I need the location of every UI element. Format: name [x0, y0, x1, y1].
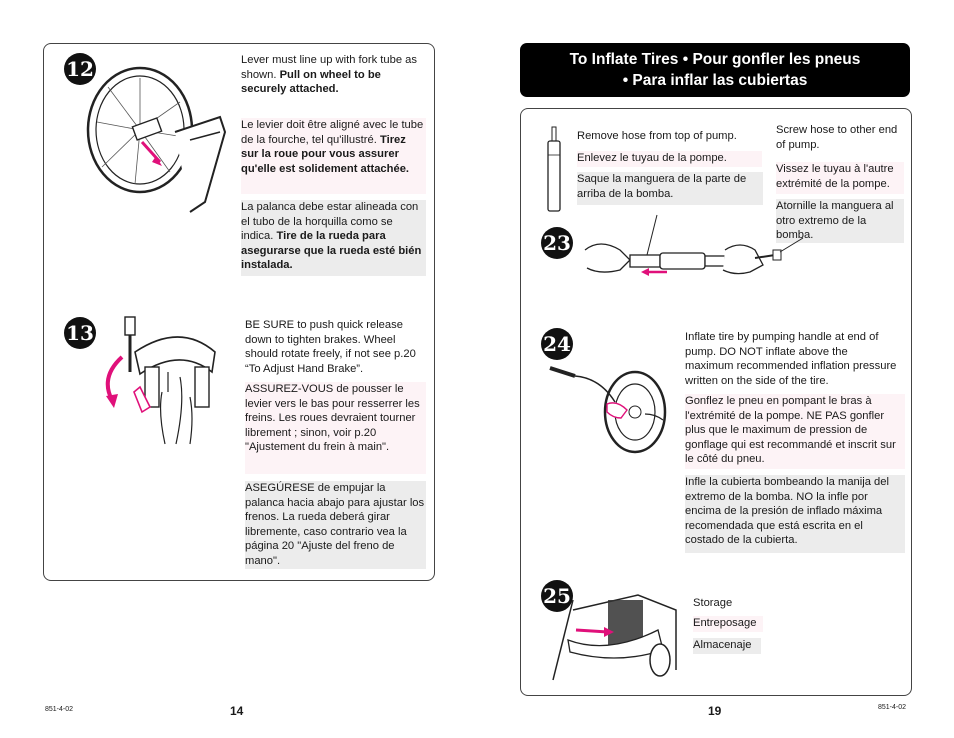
step-12-french [241, 118, 426, 194]
left-page-number: 14 [230, 704, 244, 718]
step-23-remove-english: Remove hose from top of pump. [577, 130, 737, 142]
step-12-french-bold: Tirez sur la roue pour vous assurer qu'elle est solidement attachée. [241, 133, 410, 175]
step-13-badge: 13 [64, 317, 96, 349]
step-13-english: BE SURE to push quick release down to tighten brakes. Wheel should rotate freely, if not see p.20 “To Adjust Hand Brake”. [245, 319, 416, 375]
right-footer-code: 851-4-02 [878, 704, 907, 711]
hand-brake-illustration [100, 312, 230, 452]
step-23-screw-spanish: Atornille la manguera al otro extremo de la bomba. [776, 199, 904, 243]
storage-basket-illustration [548, 590, 678, 685]
step-23-remove-spanish: Saque la manguera de la parte de arriba de la bomba. [577, 172, 763, 205]
step-25-badge: 25 [541, 580, 573, 612]
step-13-spanish: ASEGÚRESE de empujar la palanca hacia abajo para ajustar los frenos. La rueda deberá girar libremente, caso contrario vea la página 20 "Ajuste del freno de mano". [245, 481, 426, 569]
step-24-badge: 24 [541, 328, 573, 360]
step-12-spanish-bold: Tire de la rueda para asegurarse que la rueda esté bién instalada. [241, 230, 422, 272]
step-23-badge: 23 [541, 227, 573, 259]
step-23-screw-french: Vissez le tuyau à l'autre extrémité de la pompe. [776, 162, 904, 194]
right-page-number: 19 [708, 704, 722, 718]
step-24-spanish: Infle la cubierta bombeando la manija del extremo de la bomba. NO la infle por encima de la presión de inflado máxima recomendada que está escrita en el costado de la cubierta. [685, 475, 905, 553]
pump-illustration [540, 125, 570, 215]
section-header-line-2: • Para inflar las cubiertas [622, 72, 808, 89]
hose-illustration [575, 210, 805, 285]
step-12-english [241, 53, 423, 97]
section-header [520, 43, 910, 97]
step-23-remove-french: Enlevez le tuyau de la pompe. [577, 151, 762, 167]
step-12-french-text: Le levier doit être aligné avec le tube de la fourche, tel qu'illustré. [241, 119, 424, 146]
step-13-french: ASSUREZ-VOUS de pousser le levier vers le bas pour resserrer les freins. Les roues devraient tourner librement ; sinon, voir p.20 "Ajustement du frein à main". [245, 382, 426, 474]
step-12-spanish [241, 200, 426, 276]
tire-inflation-illustration [545, 362, 670, 462]
step-23-screw-english: Screw hose to other end of pump. [776, 124, 898, 151]
step-12-english-text: Lever must line up with fork tube as shown. [241, 54, 417, 81]
step-24-french: Gonflez le pneu en pompant le bras à l'extrémité de la pompe. NE PAS gonfler plus que le maximum de pression de gonflage qui est recommandé et inscrit sur le côté du pneu. [685, 394, 905, 469]
wheel-fork-illustration [80, 62, 230, 212]
step-24-english: Inflate tire by pumping handle at end of pump. DO NOT inflate above the maximum recommended inflation pressure written on the side of the tire. [685, 331, 897, 387]
step-25-english: Storage [693, 597, 733, 609]
step-12-badge: 12 [64, 53, 96, 85]
left-footer-code: 851-4-02 [45, 706, 74, 713]
step-25-french: Entreposage [693, 616, 763, 632]
section-header-line-1: To Inflate Tires • Pour gonfler les pneus [569, 51, 861, 68]
step-12-spanish-text: La palanca debe estar alineada con el tubo de la horquilla como se indica. [241, 201, 419, 243]
step-25-spanish: Almacenaje [693, 638, 761, 654]
step-12-english-bold: Pull on wheel to be securely attached. [241, 68, 381, 96]
